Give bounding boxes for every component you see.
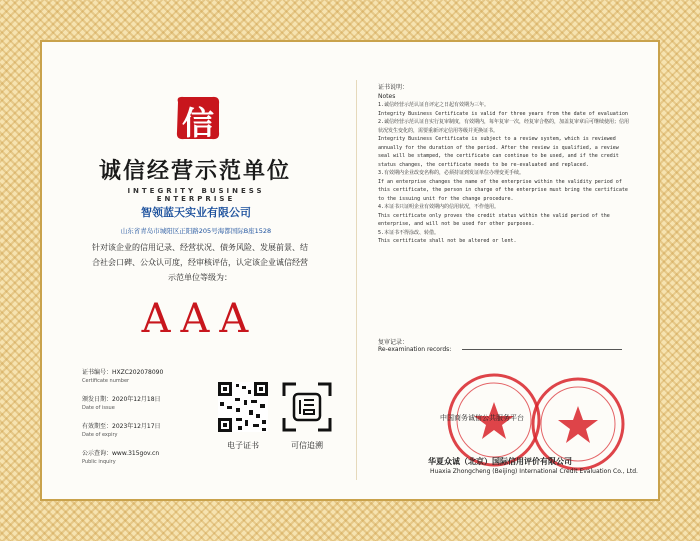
certificate-title: 诚信经营示范单位 xyxy=(98,158,291,184)
notes-line: 2.诚信经营示范认证自实行复审制度，有效期内，每年复审一次，经复审合格的，加盖复审章后可继续使用；信用状况发生变化的，需要重新评定信用等级并更换证书。 xyxy=(378,119,630,134)
notes-header-cn: 证书说明： xyxy=(378,84,409,91)
expiry-date-label: 有效期至： xyxy=(82,423,113,430)
expiry-date-sub: Date of expiry xyxy=(82,432,118,438)
public-inquiry-label: 公示查询： xyxy=(82,450,113,457)
notes-line: 1.诚信经营示范认证自评定之日起有效期为三年。 xyxy=(378,102,490,108)
notes-line: 3.有效期内企业改变名称的，必须持证到发证单位办理变更手续。 xyxy=(378,170,525,176)
issuer-name-cn: 华夏众诚（北京）国际信用评价有限公司 xyxy=(428,457,572,466)
reexam-label-cn: 复审记录： xyxy=(378,339,409,346)
certificate-statement: 针对该企业的信用记录、经营状况、债务风险、发展前景、结合社会口碑、公众认可度，经审核评估，认定该企业诚信经营示范单位等级为： xyxy=(92,243,308,282)
notes-line: This certificate only proves the credit status within the valid period of the enterprise, and will not be used for other purposes. xyxy=(378,212,610,227)
trace-icon[interactable] xyxy=(282,382,332,432)
reexam-signature-line xyxy=(462,349,622,350)
notes-line: Integrity Business Certificate is valid for three years from the date of evaluation xyxy=(378,110,628,117)
certificate-notes xyxy=(378,84,633,246)
center-divider xyxy=(356,80,357,480)
issue-date xyxy=(82,394,161,411)
reexam-label-en: Re-examination records: xyxy=(378,346,452,353)
public-inquiry-sub: Public inquiry xyxy=(82,459,116,465)
logo-glyph: 信 xyxy=(181,104,214,142)
certificate-logo xyxy=(172,92,224,144)
issue-date-sub: Date of issue xyxy=(82,405,115,411)
expiry-date-value: 2023年12月17日 xyxy=(112,423,161,430)
issue-date-value: 2020年12月18日 xyxy=(112,396,161,403)
trace-label: 可信追溯 xyxy=(291,441,323,450)
notes-line: Integrity Business Certificate is subject to a review system, which is reviewed annually for the duration of the period. After the review is qualified, a review seal will be stamped, the certificate can continue to be used, and if the credit status changes, the certificate needs to be re-evaluated and replaced. xyxy=(378,136,619,168)
qr-code-icon[interactable] xyxy=(218,382,268,432)
cert-number-label: 证书编号： xyxy=(82,369,113,376)
credit-grade: AAA xyxy=(141,296,259,342)
cert-number-value: HXZC202078090 xyxy=(112,369,164,376)
notes-header-en: Notes xyxy=(378,92,396,100)
platform-name: 中国商务诚信公共服务平台 xyxy=(440,414,524,422)
company-name: 智领蓝天实业有限公司 xyxy=(141,206,251,219)
notes-line: If an enterprise changes the name of the enterprise within the validity period of this certificate, the person in charge of the enterprise must bring the certificate to the issuing unit for the change procedure. xyxy=(378,178,628,202)
public-inquiry-value[interactable]: www.315gov.cn xyxy=(112,450,160,457)
qr-code-label: 电子证书 xyxy=(227,441,259,450)
issue-date-label: 颁发日期： xyxy=(82,396,113,403)
public-inquiry xyxy=(82,448,159,465)
issuer-name-en: Huaxia Zhongcheng (Beijing) International Credit Evaluation Co., Ltd. xyxy=(430,468,638,475)
cert-number xyxy=(82,367,163,384)
company-address: 山东省青岛市城阳区正阳路205号海都国际B座1528 xyxy=(120,227,272,235)
expiry-date xyxy=(82,421,161,438)
notes-line: This certificate shall not be altered or lent. xyxy=(378,238,517,244)
cert-number-sub: Certificate number xyxy=(82,378,130,384)
notes-line: 4.本证书只证明企业有效期内的信用状况，不作他用。 xyxy=(378,204,500,210)
certificate-title-en: INTEGRITY BUSINESS ENTERPRISE xyxy=(127,187,265,203)
notes-line: 5.本证书不得涂改、转借。 xyxy=(378,229,440,236)
reexam-records xyxy=(378,337,638,353)
